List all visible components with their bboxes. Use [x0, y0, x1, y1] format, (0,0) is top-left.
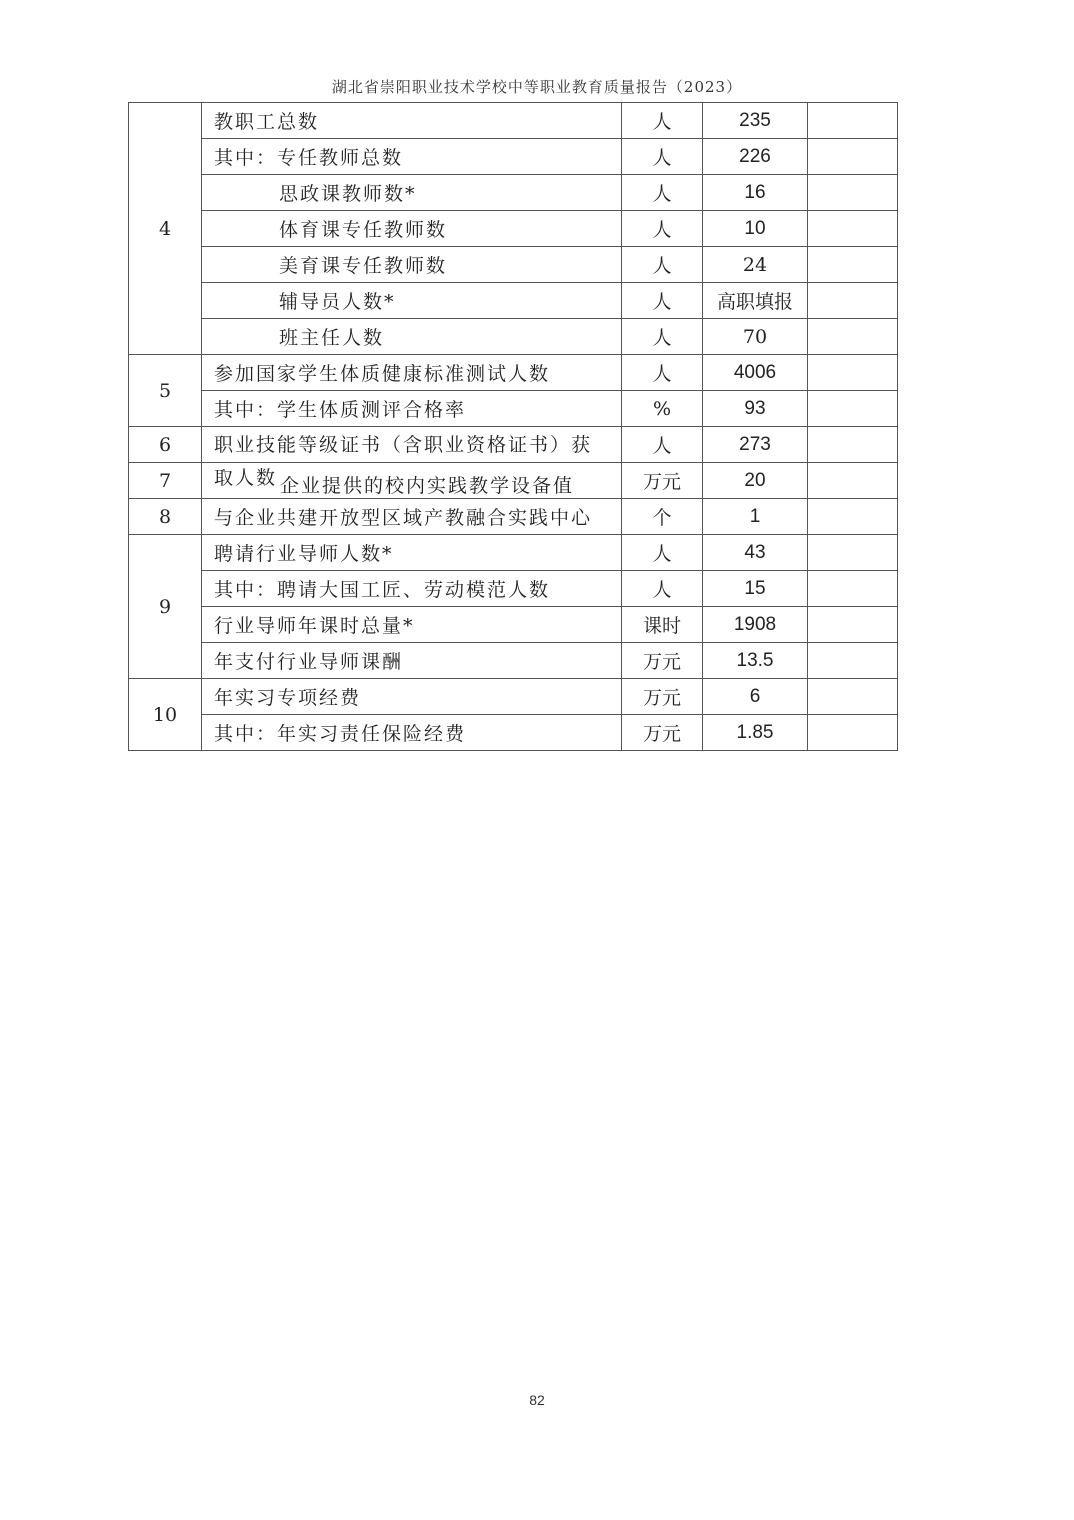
- remark-cell: [808, 139, 898, 175]
- row-number: 6: [129, 427, 202, 463]
- value-cell: 24: [703, 247, 808, 283]
- unit-cell: 人: [622, 427, 703, 463]
- value-cell: 6: [703, 679, 808, 715]
- page-number: 82: [529, 1392, 545, 1408]
- item-label: 班主任人数: [202, 319, 622, 355]
- value-cell: 1.85: [703, 715, 808, 751]
- table-row: [129, 391, 898, 427]
- remark-cell: [808, 499, 898, 535]
- item-label: 体育课专任教师数: [202, 211, 622, 247]
- table-row: [129, 607, 898, 643]
- table-row: [129, 283, 898, 319]
- unit-cell: 万元: [622, 679, 703, 715]
- item-label: 辅导员人数*: [202, 283, 622, 319]
- row-number: 5: [129, 355, 202, 427]
- remark-cell: [808, 607, 898, 643]
- remark-cell: [808, 391, 898, 427]
- item-label: 职业技能等级证书（含职业资格证书）获: [214, 434, 593, 456]
- unit-cell: 人: [622, 535, 703, 571]
- table-row: [129, 211, 898, 247]
- unit-cell: 人: [622, 283, 703, 319]
- item-label: 与企业共建开放型区域产教融合实践中心: [202, 499, 622, 535]
- remark-cell: [808, 679, 898, 715]
- item-label: 聘请行业导师人数*: [202, 535, 622, 571]
- item-label: 美育课专任教师数: [202, 247, 622, 283]
- value-cell: 13.5: [703, 643, 808, 679]
- remark-cell: [808, 319, 898, 355]
- value-cell: 43: [703, 535, 808, 571]
- unit-cell: 人: [622, 571, 703, 607]
- value-cell: 10: [703, 211, 808, 247]
- quality-report-table: [128, 102, 898, 751]
- remark-cell: [808, 427, 898, 463]
- unit-cell: 人: [622, 247, 703, 283]
- unit-cell: 课时: [622, 607, 703, 643]
- item-label-wrapping: [202, 463, 622, 499]
- row-number: 10: [129, 679, 202, 751]
- value-cell: 1908: [703, 607, 808, 643]
- item-label: 教职工总数: [202, 103, 622, 139]
- remark-cell: [808, 643, 898, 679]
- item-label: 其中：学生体质测评合格率: [202, 391, 622, 427]
- unit-cell: 个: [622, 499, 703, 535]
- value-cell: 16: [703, 175, 808, 211]
- unit-cell: %: [622, 391, 703, 427]
- value-cell: 93: [703, 391, 808, 427]
- remark-cell: [808, 103, 898, 139]
- value-cell: 高职填报: [703, 283, 808, 319]
- value-cell: 70: [703, 319, 808, 355]
- item-label: 其中：聘请大国工匠、劳动模范人数: [202, 571, 622, 607]
- item-label: 参加国家学生体质健康标准测试人数: [202, 355, 622, 391]
- remark-cell: [808, 355, 898, 391]
- remark-cell: [808, 715, 898, 751]
- item-label: 年实习专项经费: [202, 679, 622, 715]
- table-row: [129, 247, 898, 283]
- remark-cell: [808, 175, 898, 211]
- remark-cell: [808, 571, 898, 607]
- remark-cell: [808, 211, 898, 247]
- remark-cell: [808, 247, 898, 283]
- unit-cell: 万元: [622, 643, 703, 679]
- remark-cell: [808, 535, 898, 571]
- table-row: [129, 427, 898, 463]
- table-row: [129, 643, 898, 679]
- item-label: 年支付行业导师课酬: [202, 643, 622, 679]
- remark-cell: [808, 463, 898, 499]
- unit-cell: 人: [622, 355, 703, 391]
- table-row: [129, 463, 898, 499]
- table-row: [129, 175, 898, 211]
- item-label: 企业提供的校内实践教学设备值: [280, 475, 575, 497]
- table-row: [129, 571, 898, 607]
- unit-cell: 万元: [622, 715, 703, 751]
- row-number: 7: [129, 463, 202, 499]
- page-header: 湖北省崇阳职业技术学校中等职业教育质量报告（2023）: [331, 78, 743, 96]
- unit-cell: 人: [622, 103, 703, 139]
- item-label: 其中：专任教师总数: [202, 139, 622, 175]
- value-cell: 273: [703, 427, 808, 463]
- item-label: 思政课教师数*: [202, 175, 622, 211]
- unit-cell: 人: [622, 211, 703, 247]
- table-row: [129, 535, 898, 571]
- item-label-continued: 取人数: [214, 467, 278, 489]
- unit-cell: 万元: [622, 463, 703, 499]
- value-cell: 1: [703, 499, 808, 535]
- value-cell: 4006: [703, 355, 808, 391]
- unit-cell: 人: [622, 319, 703, 355]
- table-row: [129, 103, 898, 139]
- row-number: 8: [129, 499, 202, 535]
- unit-cell: 人: [622, 139, 703, 175]
- value-cell: 20: [703, 463, 808, 499]
- remark-cell: [808, 283, 898, 319]
- value-cell: 15: [703, 571, 808, 607]
- row-number: 4: [129, 103, 202, 355]
- value-cell: 235: [703, 103, 808, 139]
- item-label: 其中：年实习责任保险经费: [202, 715, 622, 751]
- row-number: 9: [129, 535, 202, 679]
- table-row: [129, 355, 898, 391]
- value-cell: 226: [703, 139, 808, 175]
- table-row: [129, 499, 898, 535]
- item-label: 行业导师年课时总量*: [202, 607, 622, 643]
- unit-cell: 人: [622, 175, 703, 211]
- table-row: [129, 139, 898, 175]
- table-row: [129, 679, 898, 715]
- table-row: [129, 715, 898, 751]
- table-row: [129, 319, 898, 355]
